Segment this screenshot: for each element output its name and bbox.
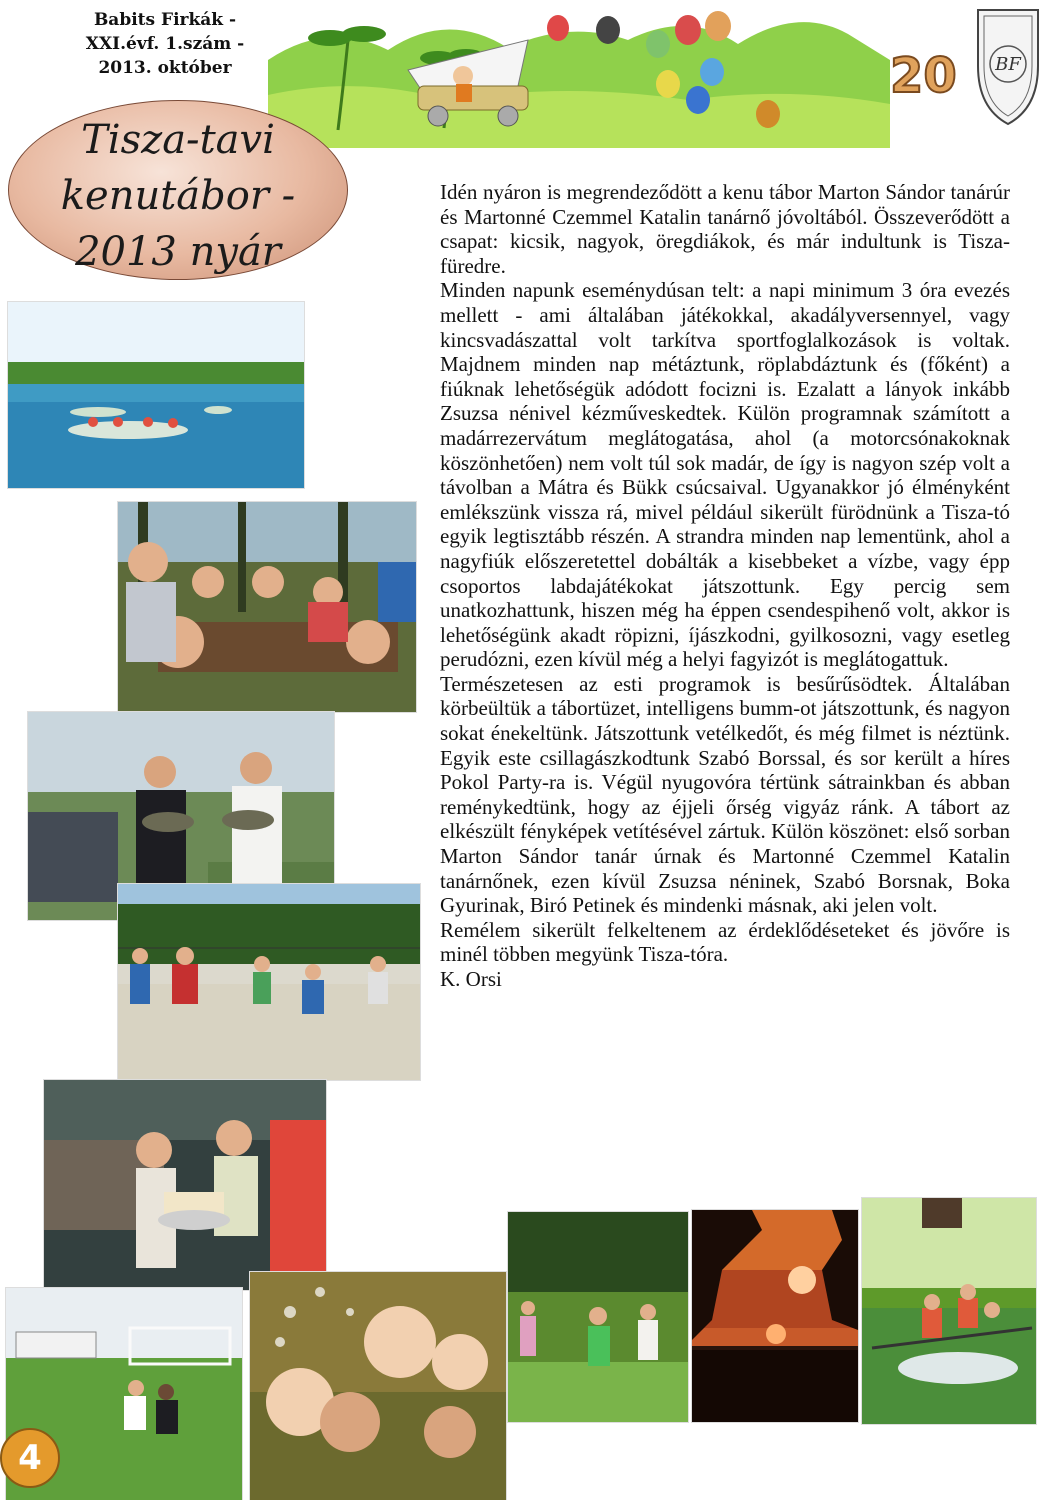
article-paragraph: Remélem sikerült felkeltenem az érdeklődéseteket és jövőre is minél többen megyünk Tisza-tóra. xyxy=(440,917,1010,967)
anniversary-20-badge: 20 xyxy=(890,48,957,104)
article-paragraph: Természetesen az esti programok is besűrűsödtek. Általában körbeültük a tábortüzet, intelligens bumm-ot játszottunk, és nagyon sokat énekeltünk. Játszottunk vetélkedőt, és még filmet is néztünk. Egyik este csillagászkodtunk Szabó Borssal, és sor került a híres Pokol Party-ra is. Végül nyugovóra tértünk sátrainkban és abban reménykedtünk, hogy az éjjeli őrség vigyáz ránk. A tábort az elkészült fényképek vetítésével zártuk. Külön köszönet: első sorban Marton Sándor tanár úrnak és Martonné Czemmel Katalin tanárnőnek, ezen kívül Zsuzsa néninek, Szabó Borsnak, Boka Gyurinak, Biró Petinek és mindenki másnak, aki jelen volt. xyxy=(440,671,1010,918)
photo-group-at-table xyxy=(118,502,416,712)
title-line-1: Tisza-tavi xyxy=(81,117,275,163)
article-paragraph: Idén nyáron is megrendeződött a kenu tábor Marton Sándor tanárúr és Martonné Czemmel Katalin tanárnő jóvoltából. Összeverődött a csapat: kicsik, nagyok, öregdiákok, és már indultunk is Tisza-füredre. xyxy=(440,180,1010,278)
header-banner-illustration xyxy=(268,0,890,148)
masthead xyxy=(70,8,260,80)
photo-meadow-games xyxy=(508,1212,688,1422)
article-body xyxy=(440,180,1010,992)
photo-birthday-cake xyxy=(44,1080,326,1290)
seal-letters: BF xyxy=(995,54,1021,75)
school-seal-logo xyxy=(970,4,1046,128)
article-title xyxy=(40,112,316,280)
title-line-2: kenutábor - xyxy=(60,173,296,219)
title-line-3: 2013 nyár xyxy=(75,229,281,275)
article-paragraph: Minden napunk eseménydúsan telt: a napi minimum 3 óra evezés mellett - ami általában játékokkal, akadályversennyel, vagy kincsvadászattal volt tarkítva sportfoglalkozások is voltak. Majdnem minden nap métáztunk, röplabdáztunk és (főként) a fiúknak lehetőségük adódott focizni is. Ezalatt a lányok inkább Zsuzsa nénivel kézműveskedtek. Külön programnak számított a madárrezervátum meglátogatása, ahol (a motorcsónakoknak köszönhetően) nem volt túl sok madár, de így is nagyon szép volt a távolban a Mátra és Bükk csúcsaival. Ugyanakkor jó élményként emlékszünk vissza rá, mivel például sikerült fürödnünk a Tisza-tó egyik legtisztább részén. A strandra minden nap lementünk, ahol a nagyfiúk előszeretettel dobálták a kisebbeket a vízbe, vagy épp csoportos labdajátékokat játszottunk. Egy percig sem unatkozhattunk, hiszen még ha éppen csendespihenő volt, akkor is lehetőségünk akadt röpizni, íjászkodni, gyilkosozni, vagy esetleg perudózni, ezen kívül még a helyi fagyizót is meglátogattuk. xyxy=(440,278,1010,672)
photo-canoes-on-lake xyxy=(8,302,304,488)
masthead-line-3: 2013. október xyxy=(98,58,232,78)
photo-kids-in-canoe xyxy=(862,1198,1036,1424)
page-number-badge: 4 xyxy=(0,1428,60,1488)
photo-sunset xyxy=(692,1210,858,1422)
article-author: K. Orsi xyxy=(440,967,502,991)
photo-beach-volleyball xyxy=(118,884,420,1080)
masthead-line-2: XXI.évf. 1.szám - xyxy=(85,34,245,54)
photo-swimming-in-lake xyxy=(250,1272,506,1500)
masthead-line-1: Babits Firkák - xyxy=(93,10,237,30)
